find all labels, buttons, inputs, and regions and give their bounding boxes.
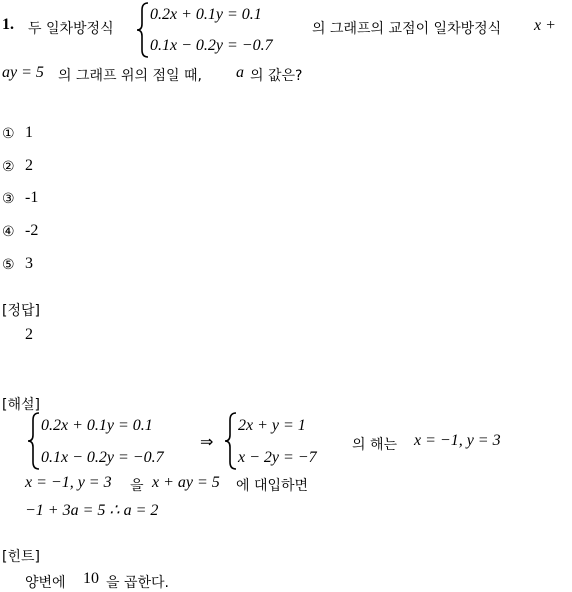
question-number: 1. <box>2 16 14 33</box>
question-trailing-math: x + <box>534 17 556 34</box>
substitute-text1: 을 <box>130 478 144 494</box>
solution-system1-eq2: 0.1x − 0.2y = −0.7 <box>41 449 164 466</box>
answer-label: [정답] <box>2 303 40 319</box>
question-line2-a: a <box>236 64 244 81</box>
substitute-math1: x = −1, y = 3 <box>25 474 112 491</box>
solution-math: x = −1, y = 3 <box>414 432 501 449</box>
question-lead: 두 일차방정식 <box>28 21 114 37</box>
hint-label: [힌트] <box>2 549 40 565</box>
choice-value: 1 <box>25 124 33 141</box>
choice-value: -1 <box>25 189 39 206</box>
solution-text: 의 해는 <box>352 437 398 453</box>
question-line2-end: 의 값은? <box>250 68 303 84</box>
solution-system2-eq1: 2x + y = 1 <box>238 417 306 434</box>
choice-value: 3 <box>25 255 33 272</box>
substitute-math2: x + ay = 5 <box>152 474 220 491</box>
question-line2-text: 의 그래프 위의 점일 때, <box>58 68 202 84</box>
question-eq1: 0.2x + 0.1y = 0.1 <box>150 6 262 23</box>
choice-value: 2 <box>25 157 33 174</box>
implies-arrow-icon: ⇒ <box>200 434 214 451</box>
solution-system2-eq2: x − 2y = −7 <box>238 449 317 466</box>
choice-marker: ① <box>2 126 15 142</box>
question-eq2: 0.1x − 0.2y = −0.7 <box>150 37 273 54</box>
question-text-after-system: 의 그래프의 교점이 일차방정식 <box>312 21 502 37</box>
substitute-text2: 에 대입하면 <box>236 478 309 494</box>
choice-value: -2 <box>25 222 39 239</box>
question-line2-math: ay = 5 <box>2 64 44 81</box>
left-brace-icon <box>136 2 150 58</box>
choice-marker: ③ <box>2 191 15 207</box>
hint-number: 10 <box>83 570 99 587</box>
hint-text-before: 양변에 <box>25 575 66 591</box>
answer-value: 2 <box>25 326 33 343</box>
solution-system1-eq1: 0.2x + 0.1y = 0.1 <box>41 417 153 434</box>
choice-marker: ⑤ <box>2 257 15 273</box>
left-brace-icon <box>27 412 41 470</box>
choice-marker: ④ <box>2 224 15 240</box>
solution-label: [해설] <box>2 397 40 413</box>
left-brace-icon <box>224 412 238 470</box>
solution-result: −1 + 3a = 5 ∴ a = 2 <box>25 502 159 519</box>
choice-marker: ② <box>2 159 15 175</box>
hint-text-after: 을 곱한다. <box>106 575 169 591</box>
